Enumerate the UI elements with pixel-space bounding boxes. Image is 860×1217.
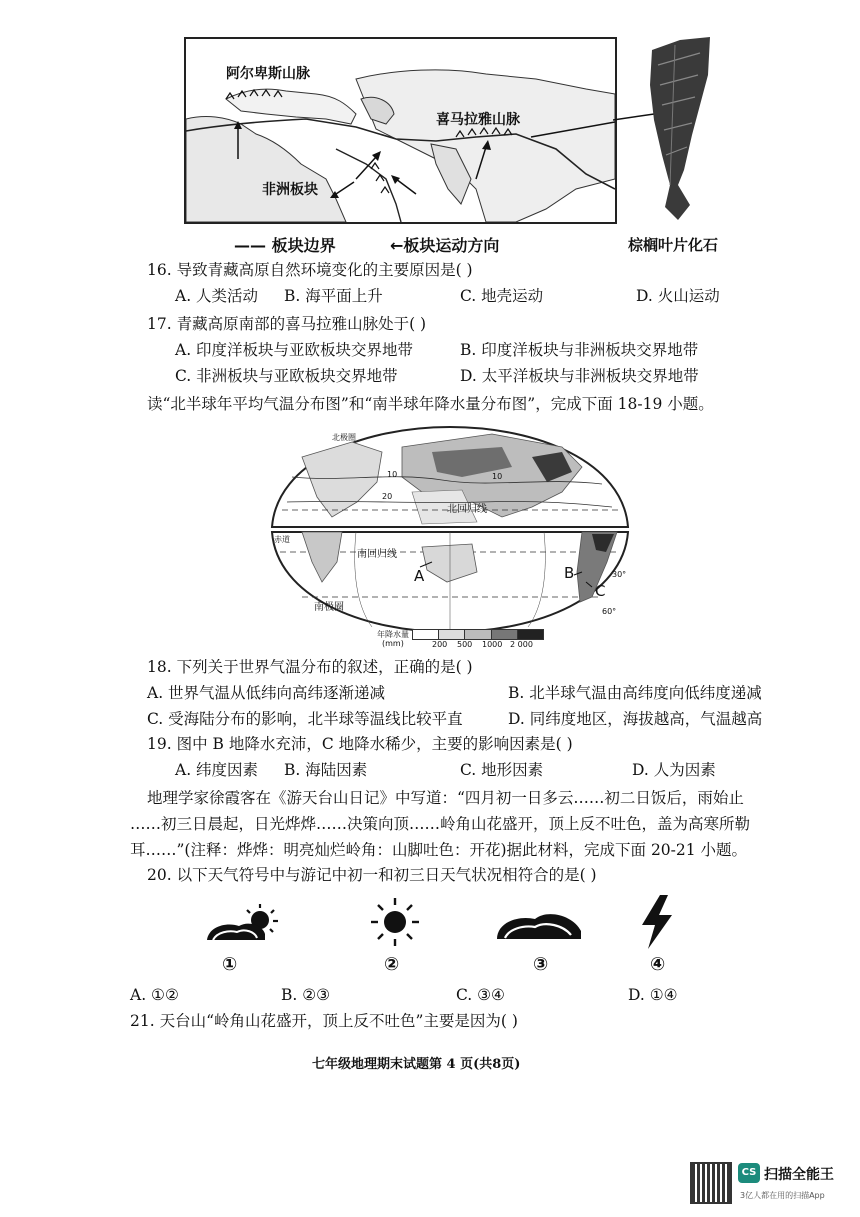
- qr-code: [690, 1162, 732, 1204]
- q16-option-b: B. 海平面上升: [284, 287, 383, 305]
- plate-tectonics-map: [184, 37, 617, 224]
- palm-leaf-fossil-image: [640, 35, 720, 225]
- q20-option-c: C. ③④: [456, 986, 505, 1004]
- precip-legend-unit: (mm): [382, 639, 404, 648]
- sunny-icon: [368, 895, 423, 950]
- passage-line-2: ……初三日晨起，日光烨烨……决策向顶……岭角山花盛开，顶上反不吐色，盖为高寒所勒: [130, 815, 751, 833]
- q17-option-c: C. 非洲板块与亚欧板块交界地带: [175, 367, 398, 385]
- q18-stem: 18. 下列关于世界气温分布的叙述，正确的是( ): [147, 658, 473, 676]
- label-arctic-circle: 北极圈: [332, 433, 356, 442]
- symbol-label-3: ③: [533, 954, 549, 975]
- precip-tick-2000: 2 000: [510, 640, 533, 649]
- q19-option-c: C. 地形因素: [460, 761, 544, 779]
- q18-option-d: D. 同纬度地区，海拔越高，气温越高: [508, 710, 763, 728]
- symbol-label-4: ④: [650, 954, 666, 975]
- label-isotherm-10-b: 10: [492, 472, 503, 481]
- q20-option-a: A. ①②: [130, 986, 179, 1004]
- q19-option-a: A. 纬度因素: [175, 761, 259, 779]
- precip-legend-title: 年降水量: [377, 630, 409, 639]
- q16-option-d: D. 火山运动: [636, 287, 720, 305]
- scanner-name: 扫描全能王: [764, 1167, 834, 1183]
- q19-option-d: D. 人为因素: [632, 761, 716, 779]
- label-tropic-south: 南回归线: [357, 549, 397, 560]
- label-lat-60: 60°: [602, 607, 617, 616]
- scanner-logo: CS: [738, 1163, 760, 1183]
- q17-option-a: A. 印度洋板块与亚欧板块交界地带: [175, 341, 414, 359]
- q21-stem: 21. 天台山“岭角山花盛开，顶上反不吐色”主要是因为( ): [130, 1012, 518, 1030]
- q20-stem: 20. 以下天气符号中与游记中初一和初三日天气状况相符合的是( ): [147, 866, 597, 884]
- scanner-tagline: 3亿人都在用的扫描App: [740, 1191, 825, 1200]
- passage-line-3: 耳……”(注释：烨烨：明亮灿烂岭角：山脚吐色：开花)据此材料，完成下面 20-21 小题。: [130, 841, 748, 859]
- fossil-caption: 棕榈叶片化石: [628, 236, 719, 254]
- precip-tick-200: 200: [432, 640, 448, 649]
- label-himalaya: 喜马拉雅山脉: [436, 112, 520, 128]
- climate-maps-drawing: [262, 422, 638, 652]
- cloudy-icon: [495, 905, 585, 945]
- legend-plate-motion: ←板块运动方向: [390, 236, 500, 255]
- label-antarctic-circle: 南极圈: [314, 602, 344, 613]
- precip-legend-swatches: [412, 629, 544, 640]
- symbol-label-2: ②: [384, 954, 400, 975]
- symbol-label-1: ①: [222, 954, 238, 975]
- q19-option-b: B. 海陆因素: [284, 761, 368, 779]
- intro-18-19: 读“北半球年平均气温分布图”和“南半球年降水量分布图”，完成下面 18-19 小题。: [147, 395, 714, 413]
- q19-stem: 19. 图中 B 地降水充沛，C 地降水稀少，主要的影响因素是( ): [147, 735, 573, 753]
- passage-line-1: 地理学家徐霞客在《游天台山日记》中写道：“四月初一日多云……初二日饭后，雨始止: [147, 789, 744, 807]
- q16-stem: 16. 导致青藏高原自然环境变化的主要原因是( ): [147, 261, 473, 279]
- q20-option-b: B. ②③: [281, 986, 331, 1004]
- precip-tick-1000: 1000: [482, 640, 503, 649]
- label-africa: 非洲板块: [262, 182, 318, 198]
- label-equator: 赤道: [274, 535, 290, 544]
- precip-tick-500: 500: [457, 640, 473, 649]
- q17-stem: 17. 青藏高原南部的喜马拉雅山脉处于( ): [147, 315, 427, 333]
- point-b: B: [564, 564, 575, 582]
- q16-option-a: A. 人类活动: [175, 287, 259, 305]
- point-a: A: [414, 567, 425, 585]
- q17-option-b: B. 印度洋板块与非洲板块交界地带: [460, 341, 699, 359]
- q16-option-c: C. 地壳运动: [460, 287, 544, 305]
- q18-option-c: C. 受海陆分布的影响，北半球等温线比较平直: [147, 710, 463, 728]
- q18-option-b: B. 北半球气温由高纬度向低纬度递减: [508, 684, 762, 702]
- label-lat-30: 30°: [612, 570, 627, 579]
- climate-maps: [262, 422, 638, 652]
- label-isotherm-20: 20: [382, 492, 393, 501]
- page-footer: 七年级地理期末试题第 4 页(共8页): [312, 1057, 521, 1072]
- legend-plate-boundary: —— 板块边界: [234, 236, 336, 255]
- point-c: C: [595, 582, 606, 600]
- label-alps: 阿尔卑斯山脉: [226, 66, 310, 82]
- label-tropic-north: 北回归线: [447, 504, 487, 515]
- q20-option-d: D. ①④: [628, 986, 678, 1004]
- partly-cloudy-icon: [205, 902, 290, 947]
- q18-option-a: A. 世界气温从低纬向高纬逐渐递减: [147, 684, 386, 702]
- q17-option-d: D. 太平洋板块与非洲板块交界地带: [460, 367, 699, 385]
- lightning-icon: [638, 893, 678, 951]
- label-isotherm-10-a: 10: [387, 470, 398, 479]
